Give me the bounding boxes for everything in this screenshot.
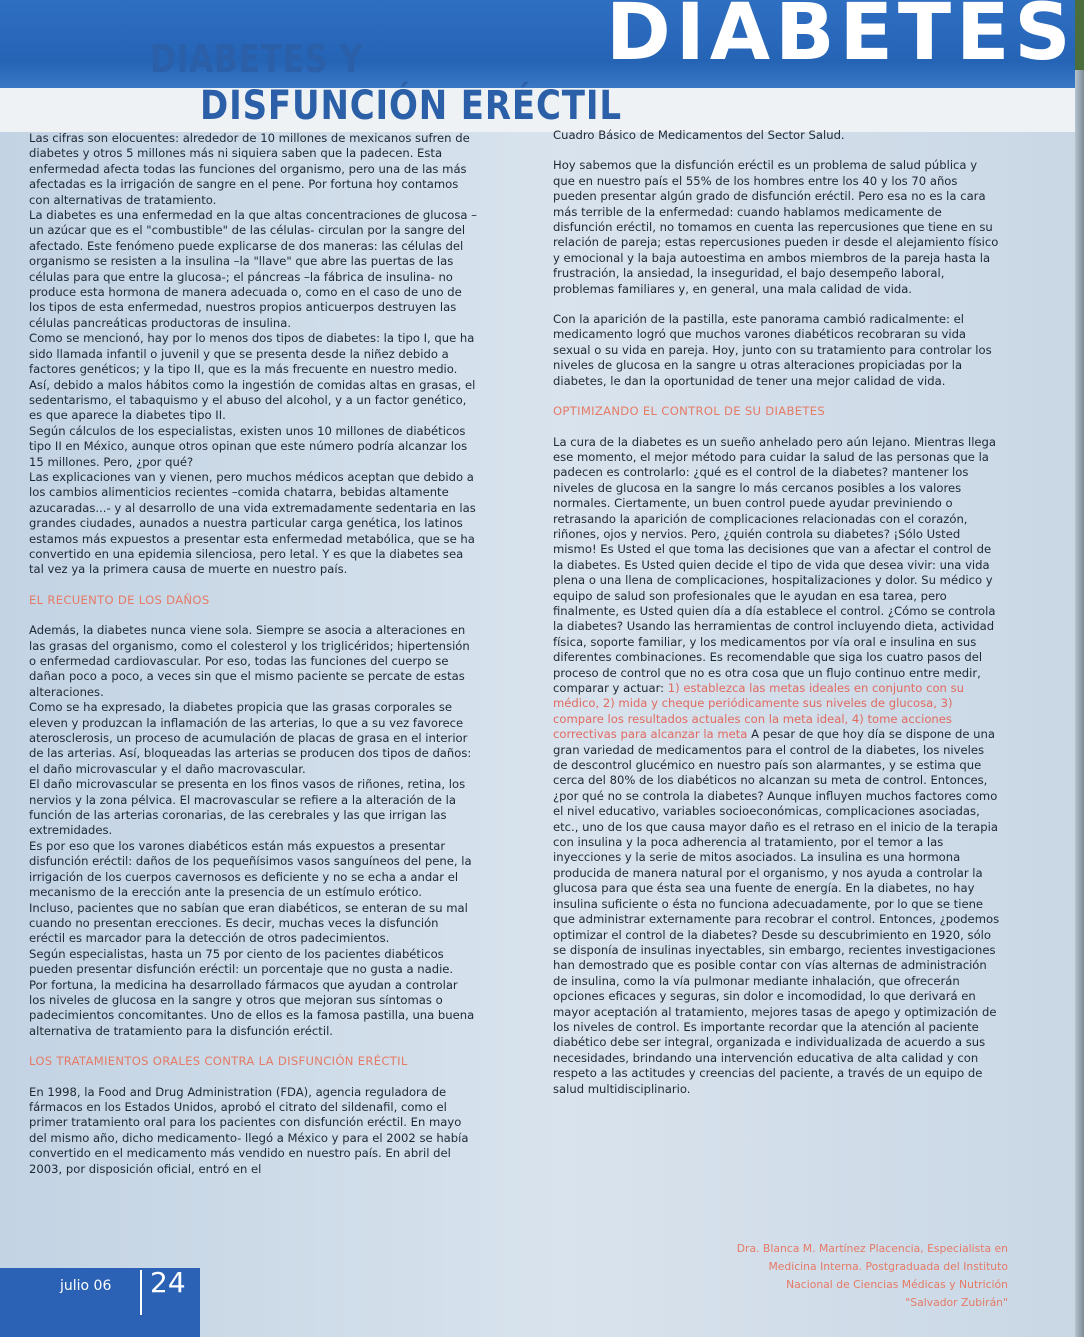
subheading: OPTIMIZANDO EL CONTROL DE SU DIABETES bbox=[553, 404, 825, 419]
paragraph-text: La cura de la diabetes es un sueño anhelado pero aún lejano. Mientras llega ese momento, el mejor método para cuidar la salud de las personas que la padecen es controlarlo: ¿qué es el control de la diabetes? mantener los niveles de glucosa en la sangre lo más cercanos posibles a los valores normales. Ciertamente, un buen control puede ayudar previniendo o retrasando la aparición de complicaciones relacionadas con el corazón, riñones, ojos y nervios. Pero, ¿quién controla su diabetes? ¡Sólo Usted mismo! Es Usted el que toma las decisiones que van a afectar el control de la diabetes. Es Usted quien decide el tipo de vida que desea vivir: una vida plena o una llena de complicaciones, hospitalizaciones y dolor. Su médico y equipo de salud son profesionales que le ayudan en esa tarea, pero finalmente, es Usted quien día a día establece el control. ¿Cómo se controla la diabetes? Usando las herramientas de control incluyendo dieta, actividad física, soporte familiar, y los medicamentos por vía oral e insulina en sus diferentes combinaciones. Es recomendable que siga los cuatro pasos del proceso de control que no es otra cosa que un flujo continuo entre medir, comparar y actuar: bbox=[553, 434, 997, 695]
paragraph: Según especialistas, hasta un 75 por ciento de los pacientes diabéticos pueden presentar disfunción eréctil: un porcentaje que no gusta a nadie. bbox=[29, 946, 454, 977]
paragraph: El daño microvascular se presenta en los finos vasos de riñones, retina, los nervios y la zona pélvica. El macrovascular se refiere a la alteración de la función de las arterias coronarias, de las cerebrales y las que irrigan las extremidades. bbox=[29, 777, 466, 838]
author-signature bbox=[688, 1240, 1008, 1312]
paragraph: En 1998, la Food and Drug Administration (FDA), agencia reguladora de fármacos en los Estados Unidos, aprobó el citrato del sildenafil, como el primer tratamiento oral para los pacientes con disfunción eréctil. En mayo del mismo año, dicho medicamento- llegó a México y para el 2002 se había convertido en el medicamento más vendido en nuestro país. En abril del 2003, por disposición oficial, entró en el bbox=[29, 1084, 469, 1176]
paragraph: Además, la diabetes nunca viene sola. Siempre se asocia a alteraciones en las grasas del organismo, como el colesterol y los triglicéridos; hipertensión o enfermedad cardiovascular. Por eso, todas las funciones del cuerpo se dañan poco a poco, a veces sin que el mismo paciente se percate de estas alteraciones. bbox=[29, 623, 470, 699]
footer-divider bbox=[140, 1270, 142, 1315]
section-title: DIABETES bbox=[606, 0, 1076, 78]
paragraph: Como se mencionó, hay por lo menos dos tipos de diabetes: la tipo I, que ha sido llamada infantil o juvenil y que se presenta desde la niñez debido a factores genéticos; y la tipo II, que es la más frecuente en nuestro medio. Así, debido a malos hábitos como la ingestión de comidas altas en grasas, el sedentarismo, el tabaquismo y el abuso del alcohol, y a un factor genético, es que aparece la diabetes tipo II. bbox=[29, 331, 476, 423]
page-edge bbox=[1075, 0, 1084, 1337]
footer-date: julio 06 bbox=[60, 1278, 112, 1294]
headline-line-2: DISFUNCIÓN ERÉCTIL bbox=[200, 83, 622, 129]
page-number: 24 bbox=[150, 1266, 186, 1299]
paragraph: Incluso, pacientes que no sabían que eran diabéticos, se enteran de su mal cuando no presentan erecciones. Es decir, muchas veces la disfunción eréctil es marcador para la detección de otros padecimientos. bbox=[29, 900, 468, 946]
signature-line: Nacional de Ciencias Médicas y Nutrición bbox=[786, 1278, 1008, 1291]
paragraph: Cuadro Básico de Medicamentos del Sector Salud. bbox=[553, 128, 845, 142]
paragraph: Como se ha expresado, la diabetes propicia que las grasas corporales se eleven y produzcan la inflamación de las arterias, lo que a su vez favorece aterosclerosis, un proceso de acumulación de placas de grasa en el interior de las arterias. Así, bloqueadas las arterias se producen dos tipos de daños: el daño microvascular y el daño macrovascular. bbox=[29, 700, 472, 776]
paragraph: Las explicaciones van y vienen, pero muchos médicos aceptan que debido a los cambios alimenticios recientes –comida chatarra, bebidas altamente azucaradas...- y al desarrollo de una vida extremadamente sedentaria en las grandes ciudades, aunados a nuestra particular carga genética, los latinos estamos más expuestos a presentar esta enfermedad metabólica, que se ha convertido en una epidemia silenciosa, pero letal. Y es que la diabetes sea tal vez ya la primera causa de muerte en nuestro país. bbox=[29, 469, 476, 577]
paragraph: Es por eso que los varones diabéticos están más expuestos a presentar disfunción eréctil: daños de los pequeñísimos vasos sanguíneos del pene, la irrigación de los cuerpos cavernosos es deficiente y no se echa a andar el mecanismo de la erección ante la presencia de un estímulo erótico. bbox=[29, 838, 472, 900]
paragraph: Hoy sabemos que la disfunción eréctil es un problema de salud pública y que en nuestro país el 55% de los hombres entre los 40 y los 70 años pueden presentar algún grado de disfunción eréctil. Pero esa no es la cara más terrible de la enfermedad: cuando hablamos medicamente de disfunción eréctil, no tomamos en cuenta las repercusiones que tiene en su relación de pareja; estas repercusiones pueden ir desde el alejamiento físico y emocional y la baja autoestima en ambos miembros de la pareja hasta la frustración, la ansiedad, la inseguridad, el bajo desempeño laboral, problemas familiares y, en general, una mala calidad de vida. bbox=[553, 158, 999, 296]
highlighted-steps: 1) establezca las metas ideales en conjunto con su médico, 2) mida y cheque periódicamente sus niveles de glucosa, 3) compare los resultados actuales con la meta ideal, 4) tome acciones correctivas para alcanzar la meta bbox=[553, 681, 964, 742]
paragraph: Con la aparición de la pastilla, este panorama cambió radicalmente: el medicamento logró que muchos varones diabéticos recobraran su vida sexual o su vida en pareja. Hoy, junto con su tratamiento para controlar los niveles de glucosa en la sangre u otras alteraciones propiciadas por la diabetes, le dan la oportunidad de tener una mejor calidad de vida. bbox=[553, 312, 992, 388]
left-column bbox=[29, 131, 477, 1177]
signature-line: Medicina Interna. Postgraduada del Instituto bbox=[768, 1260, 1008, 1273]
paragraph: Las cifras son elocuentes: alrededor de 10 millones de mexicanos sufren de diabetes y otros 5 millones más ni siquiera saben que la padecen. Esta enfermedad afecta todas las funciones del organismo, pero una de las más afectadas es la irrigación de sangre en el pene. Por fortuna hoy contamos con alternativas de tratamiento. bbox=[29, 131, 470, 207]
paragraph: La diabetes es una enfermedad en la que altas concentraciones de glucosa –un azúcar que es el "combustible" de las células- circulan por la sangre del afectado. Este fenómeno puede explicarse de dos maneras: las células del organismo se resisten a la insulina –la "llave" que abre las puertas de las células para que entre la glucosa-; el páncreas –la fábrica de insulina- no produce esta hormona de manera adecuada o, como en el caso de uno de los tipos de esta enfermedad, nuestros propios anticuerpos destruyen las células pancreáticas productoras de insulina. bbox=[29, 208, 477, 330]
subheading: LOS TRATAMIENTOS ORALES CONTRA LA DISFUNCIÓN ERÉCTIL bbox=[29, 1054, 408, 1069]
paragraph-text: A pesar de que hoy día se dispone de una gran variedad de medicamentos para el control de la diabetes, los niveles de descontrol glucémico en nuestro país son alarmantes, y se estima que cerca del 80% de los diabéticos no alcanzan su meta de control. Entonces, ¿por qué no se controla la diabetes? Aunque influyen muchos factores como el nivel educativo, variables socioeconómicas, complicaciones asociadas, etc., uno de los que causa mayor daño es el retraso en el inicio de la terapia con insulina y la poca adherencia al tratamiento, por el temor a las inyecciones y la serie de mitos asociados. La insulina es una hormona producida de manera natural por el organismo, y nos ayuda a controlar la glucosa para que ésta sea una fuente de energía. En la diabetes, no hay insulina suficiente o ésta no funciona adecuadamente, por lo que se tiene que administrar externamente para recobrar el control. Entonces, ¿podemos optimizar el control de la diabetes? Desde su descubrimiento en 1920, sólo se disponía de insulinas inyectables, sin embargo, recientes investigaciones han demostrado que es posible contar con vías alternas de administración de insulina, como la vía pulmonar mediante inhalación, que ofrecerán opciones eficaces y seguras, sin dolor e incomodidad, lo que derivará en mayor aceptación al tratamiento, mejores tasas de apego y optimización de los niveles de control. Es importante recordar que la atención al paciente diabético debe ser integral, organizada e individualizada de acuerdo a sus necesidades, brindando una intervención educativa de alta calidad y con respeto a las actitudes y creencias del paciente, a través de un equipo de salud multidisciplinario. bbox=[553, 727, 1000, 1096]
headline-line-1: DIABETES Y bbox=[150, 37, 364, 81]
signature-line: Dra. Blanca M. Martínez Placencia, Especialista en bbox=[736, 1242, 1008, 1255]
right-column bbox=[553, 128, 1001, 1097]
subheading: EL RECUENTO DE LOS DAÑOS bbox=[29, 592, 210, 607]
page-edge-top bbox=[1075, 0, 1084, 70]
signature-line: "Salvador Zubirán" bbox=[905, 1296, 1008, 1309]
paragraph: Según cálculos de los especialistas, existen unos 10 millones de diabéticos tipo II en México, aunque otros opinan que este número podría alcanzar los 15 millones. Pero, ¿por qué? bbox=[29, 423, 468, 469]
paragraph bbox=[553, 435, 1001, 1097]
paragraph: Por fortuna, la medicina ha desarrollado fármacos que ayudan a controlar los niveles de glucosa en la sangre y otros que mejoran sus síntomas o padecimientos concomitantes. Uno de ellos es la famosa pastilla, una buena alternativa de tratamiento para la disfunción eréctil. bbox=[29, 977, 475, 1038]
